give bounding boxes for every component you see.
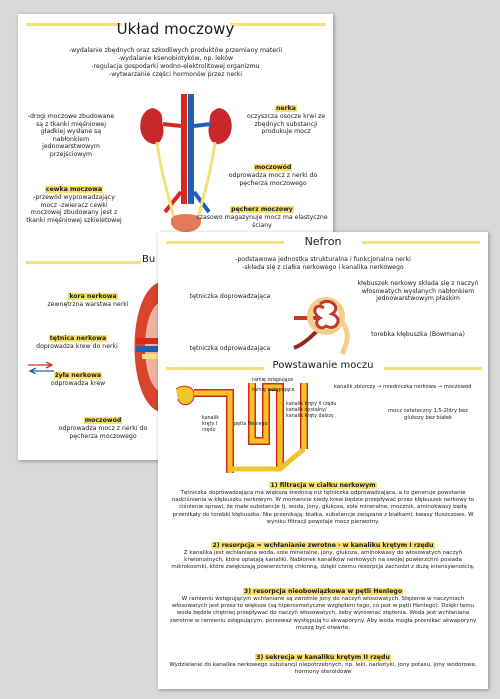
page-title: Układ moczowy: [116, 20, 235, 38]
subtitle-urine-formation: Powstawanie moczu: [272, 360, 374, 371]
renal-vein-description: odprowadza krew: [50, 380, 106, 387]
section-3-title: 3) resorpcja nieobowiązkowa w pętli Henlego: [243, 588, 403, 595]
section-rule: [26, 261, 141, 264]
function-3: -regulacja gospodarki wodno-elektrolitowej organizmu: [91, 63, 260, 70]
ureter-label: moczowód: [254, 164, 292, 171]
right-renal-vein: [194, 124, 211, 126]
loop-of-henle-label: pętla Henlego: [234, 422, 268, 427]
intro-2: -składa się z ciałka nerkowego i kanalika nerkowego: [242, 264, 404, 271]
page-nephron: [158, 232, 488, 689]
renal-vein-label: żyła nerkowa: [54, 372, 101, 379]
urethra-label: cewka moczowa: [45, 186, 103, 193]
glomerulus-description: kłębuszek nerkowy składa się z naczyń włosowatych wysłanych nabłonkiem jednowarstwowym płaskim: [357, 280, 479, 303]
section-1-title: 1) filtracja w ciałku nerkowym: [270, 482, 376, 489]
cortex-label: kora nerkowa: [69, 293, 117, 300]
distal-tubule-label: kanalik kręty II rzędu kanalik dystalny/ kanalik kręty dalszy: [286, 402, 337, 419]
urine-flow-path: kanalik zbiorczy → miedniczka nerkowa → moczowód: [334, 384, 472, 390]
left-description: -drogi moczowe zbudowane są z tkanki mięśniowej gładkiej wysłane są nabłonkiem jednowarstwowym przejściowym: [27, 113, 115, 158]
glomerulus-illustration: [290, 282, 360, 356]
bladder-description: czasowo magazynuje mocz ma elastyczne ściany: [196, 214, 328, 229]
function-4: -wytwarzanie części hormonów przez nerki: [108, 71, 242, 78]
renal-artery-description: doprowadza krew do nerki: [36, 343, 118, 350]
section-3-text: W ramieniu wstępującym wchłaniane są zwrotnie jony do naczyń włosowatych. Stężenie w naczyniach włosowatych jest przez to większe (są hiperosmotyczne względem tego, co jest w pętli Henlego). Dzięki temu woda będzie chętniej przepływać do naczyń włosowatych, żeby wyrównać stężenia. Woda jest wchłaniana zwrotnie w ramieniu zstępującym, ponieważ występują tu akwaporyny. Aby woda mogła przenikać akwaporyny muszą być otwarte.: [169, 596, 477, 631]
section-2-title: 2) resorpcja = wchłanianie zwrotne - w kanaliku krętym I rzędu: [212, 542, 434, 549]
intro-1: -podstawowa jednostka strukturalna i funkcjonalna nerki: [235, 256, 411, 263]
page-title: Nefron: [304, 235, 342, 248]
vena-cava: [188, 94, 194, 204]
renal-artery-label: tętnica nerkowa: [49, 335, 107, 342]
right-kidney: [208, 108, 231, 144]
final-urine-note: mocz ostateczny 1,5-2litry bez glukozy bez białek: [388, 408, 468, 421]
section-1-text: Tętniczka doprowadzająca ma większą średnicę niż tętniczka odprowadzająca, a to generuje powstanie nadciśnienia w kłębuszku nerkowym. W momencie kiedy krew będzie przepływać przez kłębuszek nerkowy to ciśnienie sprawi, że małe substancje tj. woda, jony, glukoza, sole mineralne, mocznik, aminokwasy będą przenikały do torebki kłębuszka. Nie przenikają: białka, substancje związane z białkami, kwasy tłuszczowe. W wyniku filtracji powstaje mocz pierwotny.: [171, 490, 475, 525]
kidney-label: nerka: [276, 105, 296, 112]
left-renal-artery: [163, 124, 181, 126]
bladder-label: pęcherz moczowy: [231, 206, 293, 213]
nephron-tubule-diagram: [170, 379, 340, 479]
ureter2-label: moczowód: [84, 417, 122, 424]
afferent-arteriole-label: tętniczka doprowadzająca: [189, 293, 271, 300]
function-1: -wydalanie zbędnych oraz szkodliwych produktów przemiany materii: [68, 47, 283, 54]
ureter2-description: odprowadza mocz z nerki do pęcherza moczowego: [58, 425, 148, 440]
function-2: -wydalanie ksenobiotyków, np. leków: [117, 55, 234, 62]
ascending-limb-label: ramię wstępujące: [252, 388, 295, 393]
section-2-text: Z kanalika jest wchłaniana woda, sole mineralne, jony, glukoza, aminokwasy do włosowatych naczyń krwionośnych, które oplatają kanaliki. Nabłonek kanalików nerkowych na swojej powierzchni posiada mikrokosmki, które zwiększają powierzchnię chłonną, dzięki czemu resorpcja zachodzi z dużą intensywnością.: [171, 550, 475, 571]
efferent-arteriole-label: tętniczka odprowadzająca: [189, 345, 271, 352]
section-4-title: 3) sekrecja w kanaliku krętym II rzędu: [256, 654, 390, 661]
kidney-description: oczyszcza osocze krwi ze zbędnych substancji produkuje mocz: [246, 113, 326, 136]
bowman-capsule-label: torebka kłębuszka (Bowmana): [371, 331, 465, 338]
ureter-description: odprowadza mocz z nerki do pęcherza moczowego: [228, 172, 318, 187]
proximal-tubule-label: kanalik kręty I rzędu: [202, 416, 220, 433]
left-kidney: [140, 108, 163, 144]
section-4-text: Wydzielanie do kanalika nerkowego substancji niepotrzebnych, np. leki, narkotyki, jony potasu, jony wodorowe, hormony steroidowe: [169, 662, 477, 676]
urethra-description: -przewód wyprowadzający mocz -zwieracz cewki moczowej zbudowany jest z tkanki mięśniowej szkieletowej: [26, 194, 122, 224]
aorta: [181, 94, 187, 204]
cortex-description: zewnętrzna warstwa nerki: [47, 301, 129, 308]
section-title-kidney-structure: Bu: [142, 254, 156, 265]
descending-limb-label: ramię zstępujące: [252, 378, 294, 383]
